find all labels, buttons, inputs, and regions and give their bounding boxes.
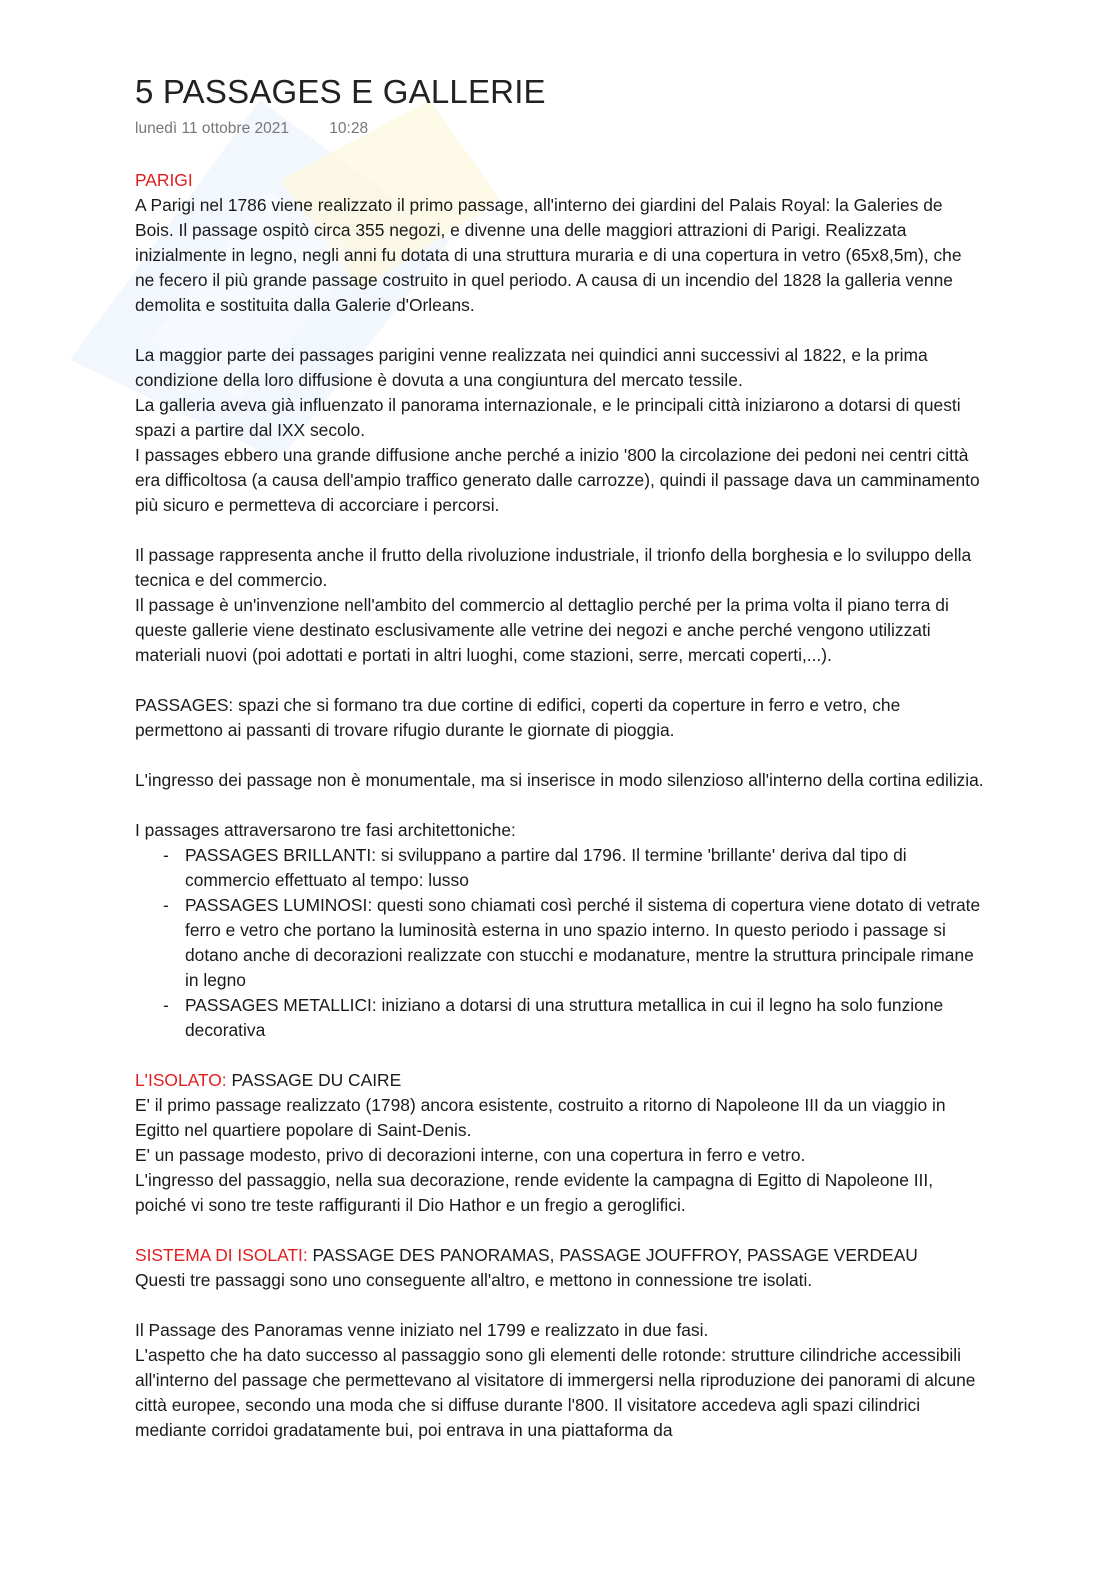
paragraph: L'aspetto che ha dato successo al passaggio sono gli elementi delle rotonde: strutture cilindriche accessibili all'interno del passage che permettevano al visitatore di immergersi nella riproduzione dei panorami di alcune città europee, secondo una moda che si diffuse durante l'800. Il visitatore accedeva agli spazi cilindrici mediante corridoi gradatamente bui, poi entrava in una piattaforma da	[135, 1345, 976, 1440]
paragraph: E' il primo passage realizzato (1798) ancora esistente, costruito a ritorno di Napoleone III da un viaggio in Egitto nel quartiere popolare di Saint-Denis.	[135, 1095, 946, 1140]
section-heading-sistema	[135, 1243, 985, 1268]
paragraph: L'ingresso del passaggio, nella sua decorazione, rende evidente la campagna di Egitto di Napoleone III, poiché vi sono tre teste raffiguranti il Dio Hathor e un fregio a geroglifici.	[135, 1170, 934, 1215]
section-title: PASSAGE DES PANORAMAS, PASSAGE JOUFFROY, PASSAGE VERDEAU	[307, 1245, 918, 1265]
section-heading-parigi: PARIGI	[135, 170, 193, 190]
paragraph: I passages attraversarono tre fasi architettoniche:	[135, 820, 516, 840]
page-time: 10:28	[329, 120, 369, 137]
list-item: - PASSAGES METALLICI: iniziano a dotarsi di una struttura metallica in cui il legno ha solo funzione decorativa	[185, 993, 985, 1043]
list-item: - PASSAGES BRILLANTI: si sviluppano a partire dal 1796. Il termine 'brillante' deriva dal tipo di commercio effettuato al tempo: lusso	[185, 843, 985, 893]
paragraph: La maggior parte dei passages parigini venne realizzata nei quindici anni successivi al 1822, e la prima condizione della loro diffusione è dovuta a una congiuntura del mercato tessile.	[135, 345, 928, 390]
page-title: 5 PASSAGES E GALLERIE	[135, 73, 546, 110]
paragraph: I passages ebbero una grande diffusione anche perché a inizio '800 la circolazione dei pedoni nei centri città era difficoltosa (a causa dell'ampio traffico generato dalle carrozze), quindi il passage dava un camminamento più sicuro e permetteva di accorciare i percorsi.	[135, 445, 980, 515]
phases-list	[135, 843, 985, 1043]
paragraph: E' un passage modesto, privo di decorazioni interne, con una copertura in ferro e vetro.	[135, 1145, 806, 1165]
section-title: PASSAGE DU CAIRE	[226, 1070, 402, 1090]
paragraph-definition: PASSAGES: spazi che si formano tra due cortine di edifici, coperti da coperture in ferro e vetro, che permettono ai passanti di trovare rifugio durante le giornate di pioggia.	[135, 695, 901, 740]
section-label: SISTEMA DI ISOLATI:	[135, 1245, 308, 1265]
paragraph: Questi tre passaggi sono uno conseguente all'altro, e mettono in connessione tre isolati.	[135, 1270, 813, 1290]
paragraph: Il passage rappresenta anche il frutto della rivoluzione industriale, il trionfo della borghesia e lo sviluppo della tecnica e del commercio.	[135, 545, 972, 590]
list-item: - PASSAGES LUMINOSI: questi sono chiamati così perché il sistema di copertura viene dotato di vetrate ferro e vetro che portano la luminosità esterna in uno spazio interno. In questo periodo i passage si dotano anche di decorazioni realizzate con stucchi e modanature, mentre la struttura principale rimane in legno	[185, 893, 985, 993]
section-heading-isolato	[135, 1068, 985, 1093]
paragraph: A Parigi nel 1786 viene realizzato il primo passage, all'interno dei giardini del Palais Royal: la Galeries de Bois. Il passage ospitò circa 355 negozi, e divenne una delle maggiori attrazioni di Parigi. Realizzata inizialmente in legno, negli anni fu dotata di una struttura muraria e di una copertura in vetro (65x8,5m), che ne fecero il più grande passage costruito in quel periodo. A causa di un incendio del 1828 la galleria venne demolita e sostituita dalla Galerie d'Orleans.	[135, 195, 962, 315]
section-label: L'ISOLATO:	[135, 1070, 227, 1090]
note-content	[135, 168, 985, 1443]
paragraph: Il Passage des Panoramas venne iniziato nel 1799 e realizzato in due fasi.	[135, 1320, 709, 1340]
page-date: lunedì 11 ottobre 2021	[135, 120, 289, 137]
document-page	[135, 70, 985, 1443]
page-timestamp	[135, 120, 985, 142]
paragraph: Il passage è un'invenzione nell'ambito del commercio al dettaglio perché per la prima volta il piano terra di queste gallerie viene destinato esclusivamente alle vetrine dei negozi e anche perché vengono utilizzati materiali nuovi (poi adottati e portati in altri luoghi, come stazioni, serre, mercati coperti,...).	[135, 595, 949, 665]
paragraph: L'ingresso dei passage non è monumentale, ma si inserisce in modo silenzioso all'interno della cortina edilizia.	[135, 770, 984, 790]
paragraph: La galleria aveva già influenzato il panorama internazionale, e le principali città iniziarono a dotarsi di questi spazi a partire dal IXX secolo.	[135, 395, 961, 440]
